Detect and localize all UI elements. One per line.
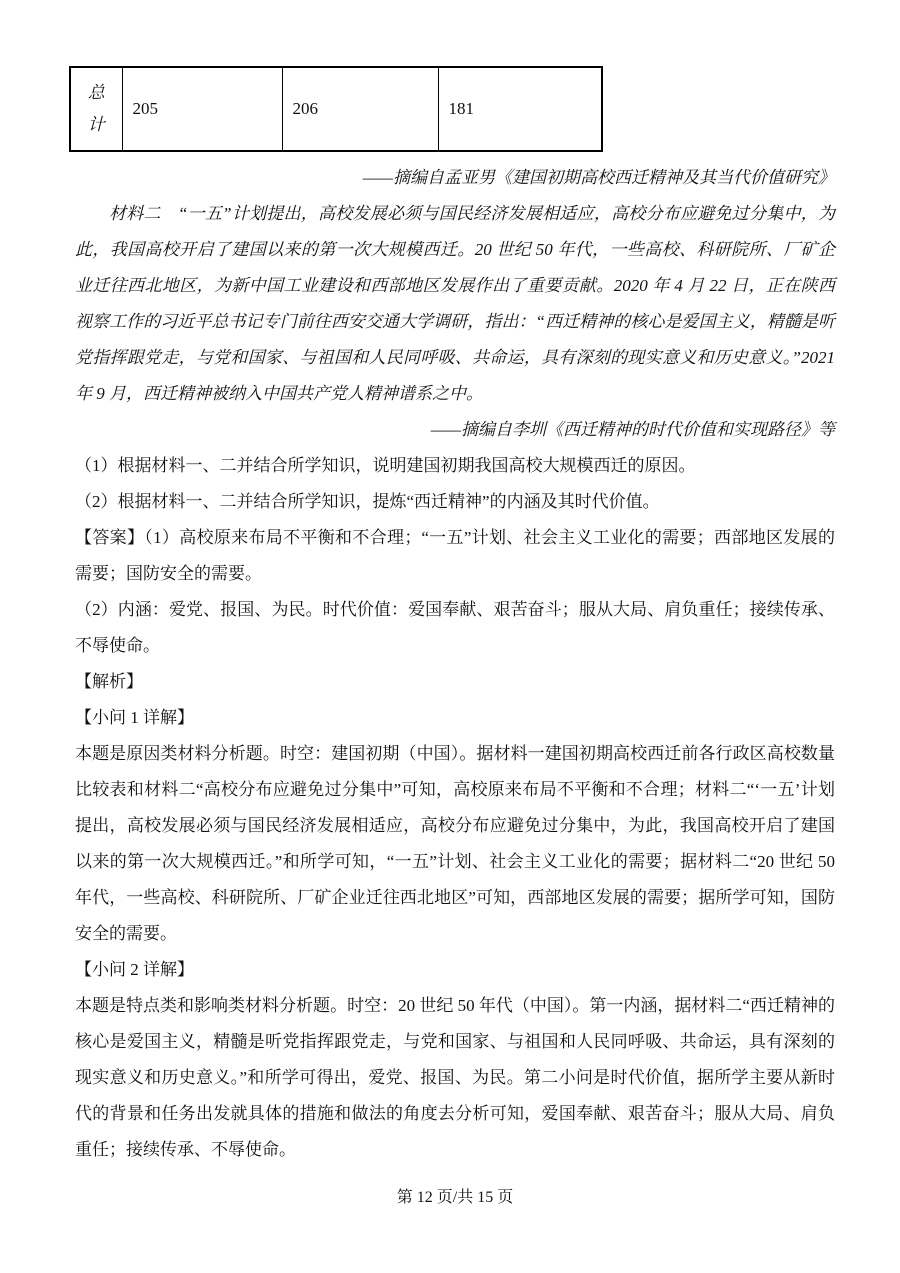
table-cell-value-2: 206 [282, 67, 438, 151]
sub-question-1-label: 【小问 1 详解】 [75, 708, 194, 727]
university-count-table [69, 66, 603, 152]
table-cell-value-1: 205 [122, 67, 282, 151]
answer-part-1-text: （1）高校原来布局不平衡和不合理；“一五”计划、社会主义工业化的需要；西部地区发展的需要；国防安全的需要。 [75, 528, 835, 583]
sub-question-2-label: 【小问 2 详解】 [75, 960, 194, 979]
page-number-indicator: 第 12 页/共 15 页 [396, 1189, 514, 1206]
table-row-header-cell [70, 67, 122, 151]
sub-question-2-explanation: 本题是特点类和影响类材料分析题。时空：20 世纪 50 年代（中国）。第一内涵，据材料二“西迁精神的核心是爱国主义，精髓是听党指挥跟党走，与党和国家、与祖国和人民同呼吸、共命运，具有深刻的现实意义和历史意义。”和所学可得出，爱党、报国、为民。第二小问是时代价值，据所学主要从新时代的背景和任务出发就具体的措施和做法的角度去分析可知，爱国奉献、艰苦奋斗；服从大局、肩负重任；接续传承、不辱使命。 [75, 996, 835, 1159]
source-attribution-1: ——摘编自孟亚男《建国初期高校西迁精神及其当代价值研究》 [362, 168, 835, 187]
table-cell-value-3: 181 [438, 67, 602, 151]
table-row-total [70, 67, 602, 151]
answer-part-2: （2）内涵：爱党、报国、为民。时代价值：爱国奉献、艰苦奋斗；服从大局、肩负重任；接续传承、不辱使命。 [75, 600, 835, 655]
answer-label: 【答案】 [75, 528, 145, 547]
analysis-label: 【解析】 [75, 672, 143, 691]
material-two-paragraph: 材料二 “一五”计划提出，高校发展必须与国民经济发展相适应，高校分布应避免过分集中，为此，我国高校开启了建国以来的第一次大规模西迁。20 世纪 50 年代，一些高校、科研院所、厂矿企业迁往西北地区，为新中国工业建设和西部地区发展作出了重要贡献。2020 年 4 月 22 日，正在陕西视察工作的习近平总书记专门前往西安交通大学调研，指出：“西迁精神的核心是爱国主义，精髓是听党指挥跟党走，与党和国家、与祖国和人民同呼吸、共命运，具有深刻的现实意义和历史意义。”2021 年 9 月，西迁精神被纳入中国共产党人精神谱系之中。 [75, 204, 835, 403]
row-header-label: 总计 [87, 83, 105, 134]
sub-question-1-explanation: 本题是原因类材料分析题。时空：建国初期（中国）。据材料一建国初期高校西迁前各行政区高校数量比较表和材料二“高校分布应避免过分集中”可知，高校原来布局不平衡和不合理；材料二“‘一五’计划提出，高校发展必须与国民经济发展相适应，高校分布应避免过分集中，为此，我国高校开启了建国以来的第一次大规模西迁。”和所学可知，“一五”计划、社会主义工业化的需要；据材料二“20 世纪 50 年代，一些高校、科研院所、厂矿企业迁往西北地区”可知，西部地区发展的需要；据所学可知，国防安全的需要。 [75, 744, 835, 943]
source-attribution-2: ——摘编自李圳《西迁精神的时代价值和实现路径》等 [430, 420, 835, 439]
question-1: （1）根据材料一、二并结合所学知识，说明建国初期我国高校大规模西迁的原因。 [75, 456, 696, 475]
question-2: （2）根据材料一、二并结合所学知识，提炼“西迁精神”的内涵及其时代价值。 [75, 492, 660, 511]
answer-part-1 [75, 520, 835, 592]
